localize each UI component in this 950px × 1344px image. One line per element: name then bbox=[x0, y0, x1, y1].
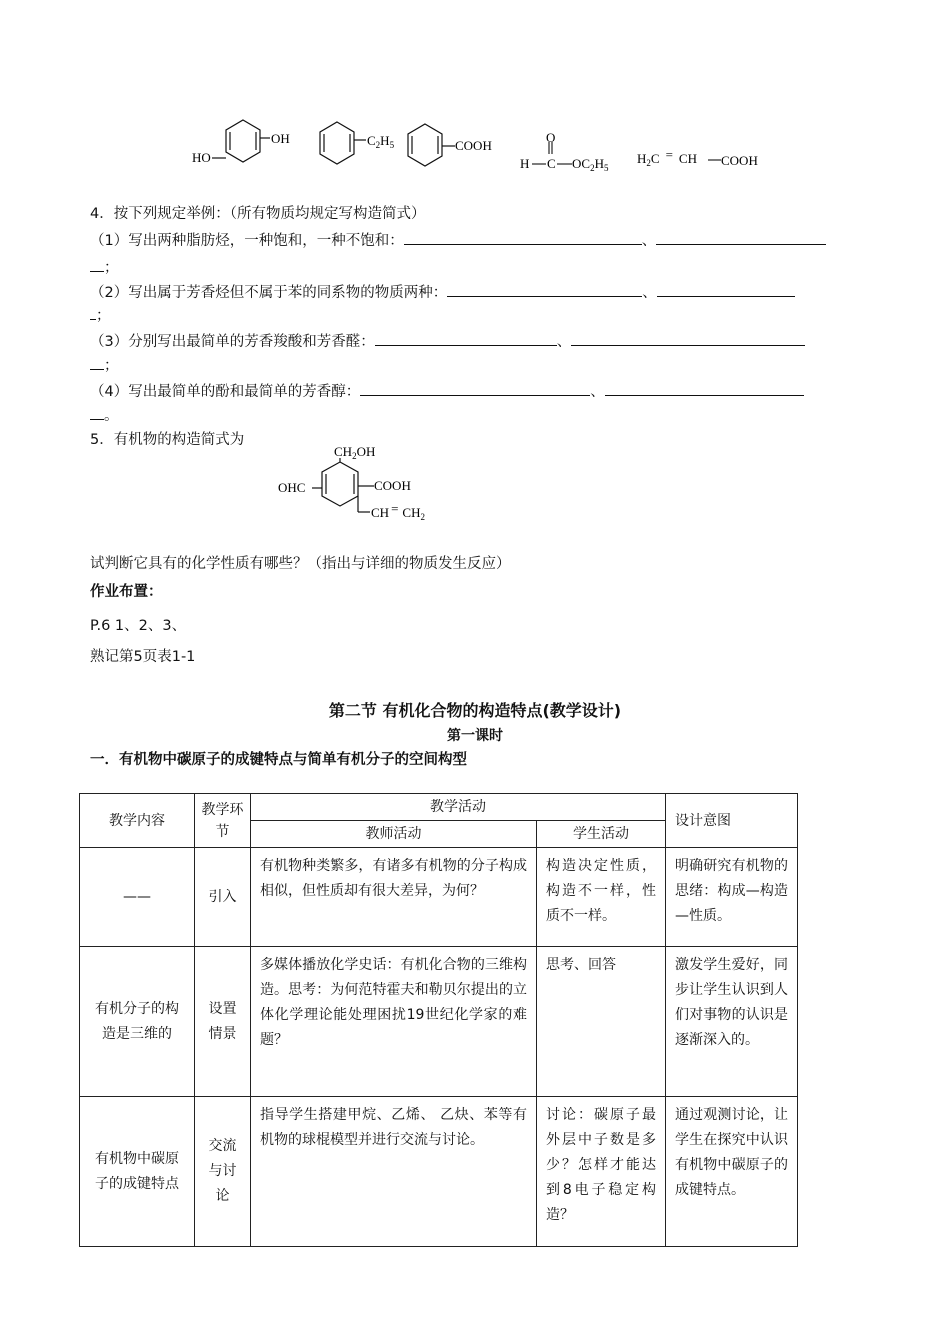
header-student: 学生活动 bbox=[537, 821, 666, 848]
header-teacher: 教师活动 bbox=[251, 821, 537, 848]
q4-item-4-cont: 。 bbox=[90, 404, 119, 428]
row-content: 有机物中碳原子的成键特点 bbox=[80, 1097, 195, 1247]
row-content: —— bbox=[80, 848, 195, 947]
s4-h: H bbox=[520, 156, 530, 171]
q4-title: 4．按下列规定举例：（所有物质均规定写构造简式） bbox=[90, 206, 426, 222]
row-teacher: 多媒体播放化学史话：有机化合物的三维构造。思考：为何范特霍夫和勒贝尔提出的立体化学理论能处理困扰19世纪化学家的难题？ bbox=[251, 947, 537, 1097]
q5-ch2oh: $CH_2OH$ bbox=[334, 444, 376, 461]
structure-ethylbenzene bbox=[320, 122, 366, 164]
section-subtitle: 第一课时 bbox=[447, 728, 503, 744]
answer-blank[interactable] bbox=[360, 381, 590, 396]
s5-cooh: COOH bbox=[721, 153, 758, 168]
s4-o: O bbox=[546, 130, 556, 145]
row-teacher: 有机物种类繁多，有诸多有机物的分子构成相似，但性质却有很大差异，为何？ bbox=[251, 848, 537, 947]
table-row bbox=[80, 848, 798, 947]
s5-formula: $H_2C$ = CH bbox=[637, 147, 697, 168]
s2-ethyl: $C_2H_5$ bbox=[367, 133, 395, 150]
row-stage: 设置情景 bbox=[195, 947, 251, 1097]
answer-blank[interactable] bbox=[404, 230, 642, 245]
s4-oc2h5: $OC_2H_5$ bbox=[572, 156, 609, 173]
q4-item-2: （2）写出属于芳香烃但不属于苯的同系物的物质两种： 、 bbox=[90, 281, 795, 305]
q4-item-1-cont: ； bbox=[90, 256, 119, 280]
s3-cooh: COOH bbox=[455, 138, 492, 153]
s1-oh: OH bbox=[271, 131, 290, 146]
header-content: 教学内容 bbox=[80, 794, 195, 848]
homework-line-2: 熟记第5页表1-1 bbox=[90, 649, 196, 665]
row-content: 有机分子的构造是三维的 bbox=[80, 947, 195, 1097]
row-teacher: 指导学生搭建甲烷、乙烯、 乙炔、苯等有机物的球棍模型并进行交流与讨论。 bbox=[251, 1097, 537, 1247]
header-stage: 教学环节 bbox=[195, 794, 251, 848]
row-student: 构造决定性质，构造不一样，性质不一样。 bbox=[537, 848, 666, 947]
structure-row bbox=[180, 110, 780, 190]
row-student: 思考、回答 bbox=[537, 947, 666, 1097]
row-intent: 明确研究有机物的思绪：构成—构造—性质。 bbox=[666, 848, 798, 947]
q4-item-3: （3）分别写出最简单的芳香羧酸和芳香醛： 、 bbox=[90, 330, 805, 354]
answer-blank[interactable] bbox=[657, 282, 795, 297]
answer-blank[interactable] bbox=[90, 257, 104, 272]
row-stage: 交流与讨论 bbox=[195, 1097, 251, 1247]
homework-line-1: P.6 1、2、3、 bbox=[90, 618, 187, 634]
s1-ho: HO bbox=[192, 150, 211, 165]
row-intent: 激发学生爱好，同步让学生认识到人们对事物的认识是逐渐深入的。 bbox=[666, 947, 798, 1097]
homework-title: 作业布置： bbox=[90, 584, 163, 600]
section-heading: 一．有机物中碳原子的成键特点与简单有机分子的空间构型 bbox=[90, 752, 467, 768]
q5-molecule bbox=[270, 440, 450, 530]
row-intent: 通过观测讨论，让学生在探究中认识有机物中碳原子的成键特点。 bbox=[666, 1097, 798, 1247]
q4-item-1: （1）写出两种脂肪烃，一种饱和，一种不饱和： 、 bbox=[90, 229, 826, 253]
answer-blank[interactable] bbox=[571, 331, 805, 346]
q5-question: 试判断它具有的化学性质有哪些？（指出与详细的物质发生反应） bbox=[90, 556, 511, 572]
row-student: 讨论：碳原子最外层中子数是多少？怎样才能达到8电子稳定构造？ bbox=[537, 1097, 666, 1247]
q4-item-2-cont: ； bbox=[90, 304, 111, 328]
answer-blank[interactable] bbox=[656, 230, 826, 245]
q5-ohc: OHC bbox=[278, 480, 306, 495]
structure-benzoic-acid bbox=[408, 124, 455, 166]
q4-item-4: （4）写出最简单的酚和最简单的芳香醇： 、 bbox=[90, 380, 804, 404]
q5-cooh: COOH bbox=[374, 478, 411, 493]
answer-blank[interactable] bbox=[605, 381, 804, 396]
answer-blank[interactable] bbox=[375, 331, 557, 346]
answer-blank[interactable] bbox=[90, 355, 104, 370]
q5-vinyl: CH = $CH_2$ bbox=[371, 501, 425, 522]
table-row bbox=[80, 947, 798, 1097]
row-stage: 引入 bbox=[195, 848, 251, 947]
section-title: 第二节 有机化合物的构造特点(教学设计) bbox=[328, 701, 622, 720]
q5-benzene-ring bbox=[312, 458, 374, 512]
q4-item-3-cont: ； bbox=[90, 354, 119, 378]
teaching-plan-table bbox=[79, 793, 798, 1247]
q5-title: 5．有机物的构造简式为 bbox=[90, 432, 245, 448]
header-intent: 设计意图 bbox=[666, 794, 798, 848]
answer-blank[interactable] bbox=[90, 405, 104, 420]
s4-c: C bbox=[547, 156, 556, 171]
structure-hydroquinone bbox=[212, 120, 270, 162]
table-header-row bbox=[80, 794, 798, 821]
header-activity: 教学活动 bbox=[251, 794, 666, 821]
table-row bbox=[80, 1097, 798, 1247]
answer-blank[interactable] bbox=[447, 282, 642, 297]
